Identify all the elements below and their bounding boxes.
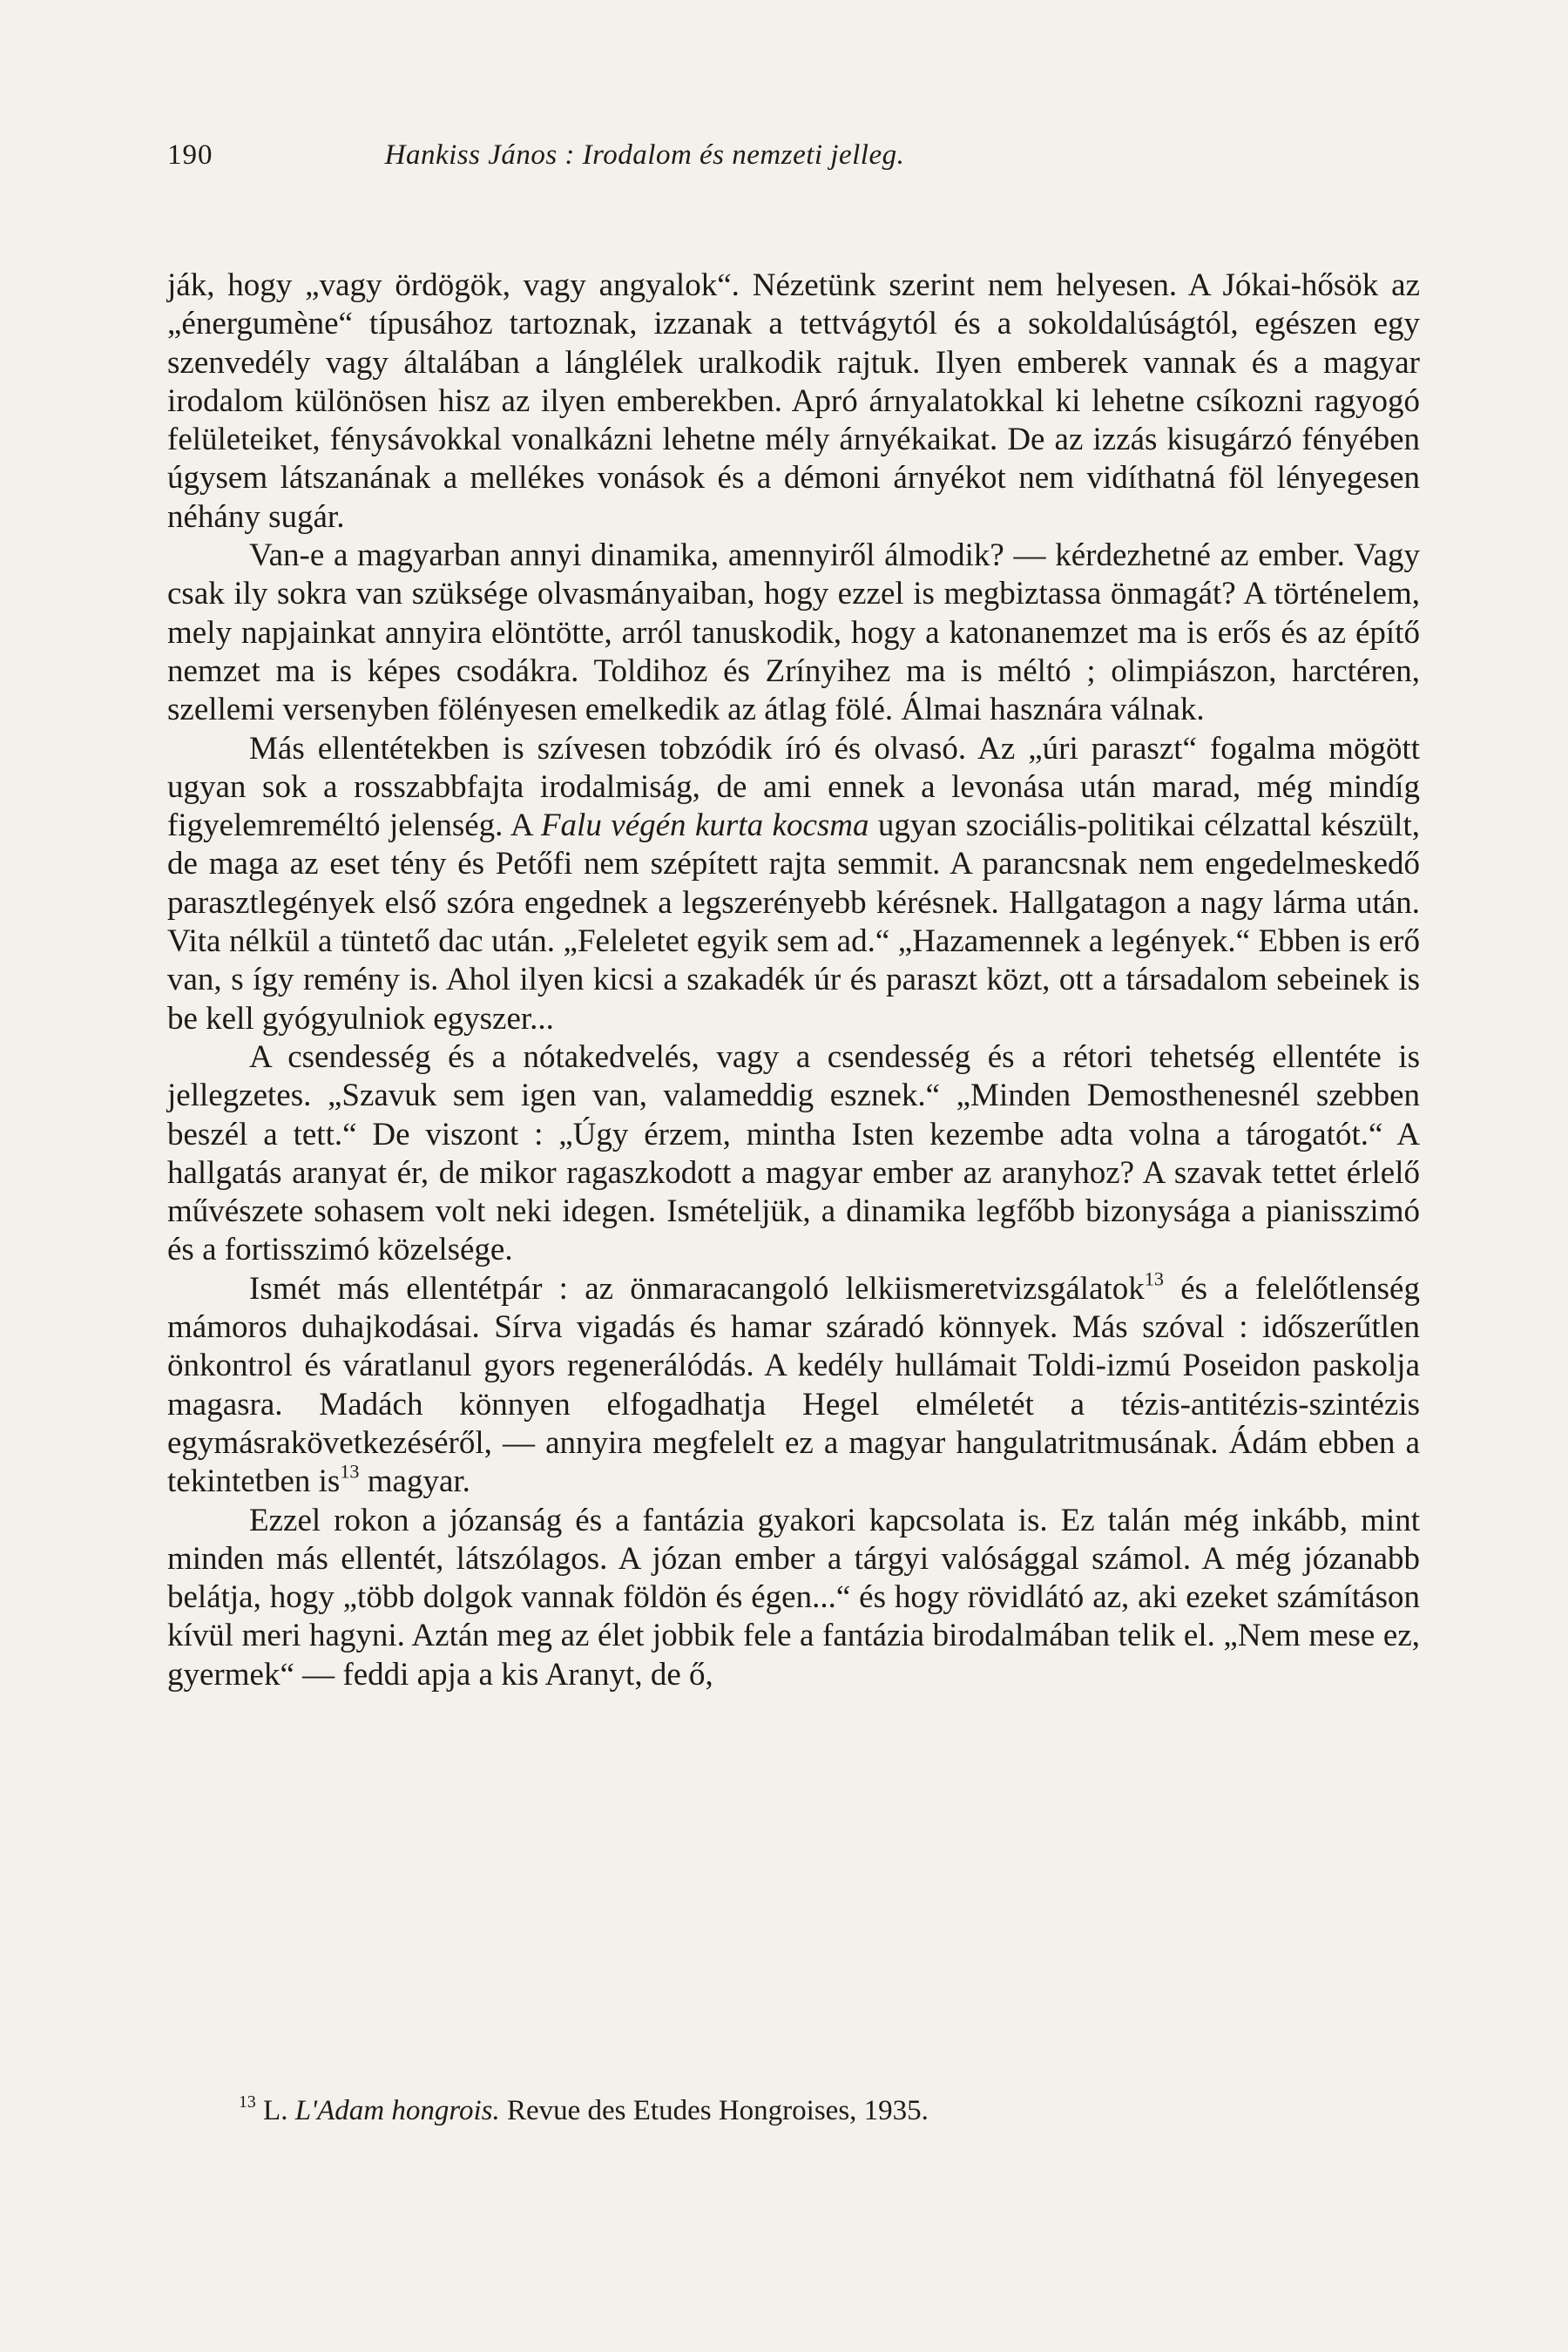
page-header — [167, 139, 1122, 178]
text-run: A csendesség és a nótakedvelés, vagy a csendesség és a rétori tehetség ellentéte is jellegzetes. „Szavuk sem igen van, valameddig esznek.“ „Minden Demosthenesnél szebben beszél a tett.“ De viszont : „Úgy érzem, mintha Isten kezembe adta volna a tárogatót.“ A hallgatás aranyat ér, de mikor ragaszkodott a magyar ember az aranyhoz? A szavak tettet érlelő művészete sohasem volt neki idegen. Ismételjük, a dinamika legfőbb bizonysága a pianisszimó és a fortisszimó közelsége. — [167, 1038, 1420, 1268]
paragraph — [167, 1267, 1420, 1502]
text-run: Ezzel rokon a józanság és a fantázia gyakori kapcsolata is. Ez talán még inkább, mint minden más ellentét, látszólagos. A józan ember a tárgyi valósággal számol. A még józanabb belátja, hogy „több dolgok vannak földön és égen...“ és hogy rövidlátó az, aki ezeket számításon kívül meri hagyni. Aztán meg az élet jobbik fele a fantázia birodalmában telik el. „Nem mese ez, gyermek“ — feddi apja a kis Aranyt, de ő, — [167, 1502, 1420, 1693]
text-run: ják, hogy „vagy ördögök, vagy angyalok“. Nézetünk szerint nem helyesen. A Jókai-hősök az „énergumène“ típusához tartoznak, izzanak a tettvágytól és a sokoldalúságtól, egészen egy szenvedély vagy általában a lánglélek uralkodik rajtuk. Ilyen emberek vannak és a magyar irodalom különösen hisz az ilyen emberekben. Apró árnyalatokkal ki lehetne csíkozni ragyogó felületeiket, fénysávokkal vonalkázni lehetne mély árnyékaikat. De az izzás kisugárzó fényében úgysem látszanának a mellékes vonások és a démoni árnyékot nem vidíthatná föl lényegesen néhány sugár. — [167, 267, 1420, 535]
text-run: ugyan szociális-politikai célzattal készült, de maga az eset tény és Petőfi nem szépített rajta semmit. A parancsnak nem engedelmeskedő parasztlegények első szóra engednek a legszerényebb kérésnek. Hallgatagon a nagy lárma után. Vita nélkül a tüntető dac után. „Feleletet egyik sem ad.“ „Hazamennek a legények.“ Ebben is erő van, s így remény is. Ahol ilyen kicsi a szakadék úr és paraszt közt, ott a társadalom sebeinek is be kell gyógyulniok egyszer... — [167, 808, 1420, 1037]
text-run: Revue des Etudes Hongroises, 1935. — [499, 2095, 929, 2126]
paragraph — [167, 1038, 1420, 1270]
paragraph — [167, 537, 1420, 729]
running-head: Hankiss János : Irodalom és nemzeti jelleg. — [384, 139, 905, 171]
footnote-reference: 13 — [340, 1460, 360, 1483]
footnotes — [167, 2092, 1420, 2129]
text-run: Ismét más ellentétpár : az önmaracangoló lelkiismeretvizsgálatok — [249, 1270, 1145, 1307]
paragraph — [167, 267, 1420, 537]
italic-title: L'Adam hongrois. — [294, 2095, 500, 2126]
footnote — [167, 2092, 1420, 2129]
text-run: Más ellentétekben is szívesen tobzódik író és olvasó. Az „úri paraszt“ fogalma mögött ugyan sok a rosszabbfajta irodalmiság, de ami ennek a levonása után marad, még mindíg figyelemreméltó jelenség. A — [167, 730, 1420, 844]
text-run: és a felelőtlenség mámoros duhajkodásai. Sírva vigadás és hamar száradó könnyek. Más szóval : időszerűtlen önkontrol és váratlanul gyors regenerálódás. A kedély hullámait Toldi-izmú Poseidon paskolja magasra. Madách könnyen elfogadhatja Hegel elméletét a tézis-antitézis-szintézis egymásrakövetkezéséről, — annyira megfelelt ez a magyar hangulatritmusának. Ádám ebben a tekintetben is — [167, 1270, 1420, 1500]
text-run: L. — [255, 2095, 295, 2126]
paragraph — [167, 730, 1420, 1038]
paragraph — [167, 1502, 1420, 1694]
footnote-reference: 13 — [239, 2092, 256, 2112]
body-text — [167, 267, 1420, 1694]
italic-title: Falu végén kurta kocsma — [540, 808, 869, 844]
footnote-reference: 13 — [1144, 1267, 1164, 1290]
text-run: Van-e a magyarban annyi dinamika, amennyiről álmodik? — kérdezhetné az ember. Vagy csak ily sokra van szüksége olvasmányaiban, hogy ezzel is megbiztassa önmagát? A történelem, mely napjainkat annyira elöntötte, arról tanuskodik, hogy a katonanemzet ma is erős és az építő nemzet ma is képes csodákra. Toldihoz és Zrínyihez ma is méltó ; olimpiászon, harctéren, szellemi versenyben fölényesen emelkedik az átlag fölé. Álmai hasznára válnak. — [167, 537, 1420, 728]
text-run: magyar. — [359, 1463, 470, 1500]
page-number: 190 — [167, 139, 213, 171]
